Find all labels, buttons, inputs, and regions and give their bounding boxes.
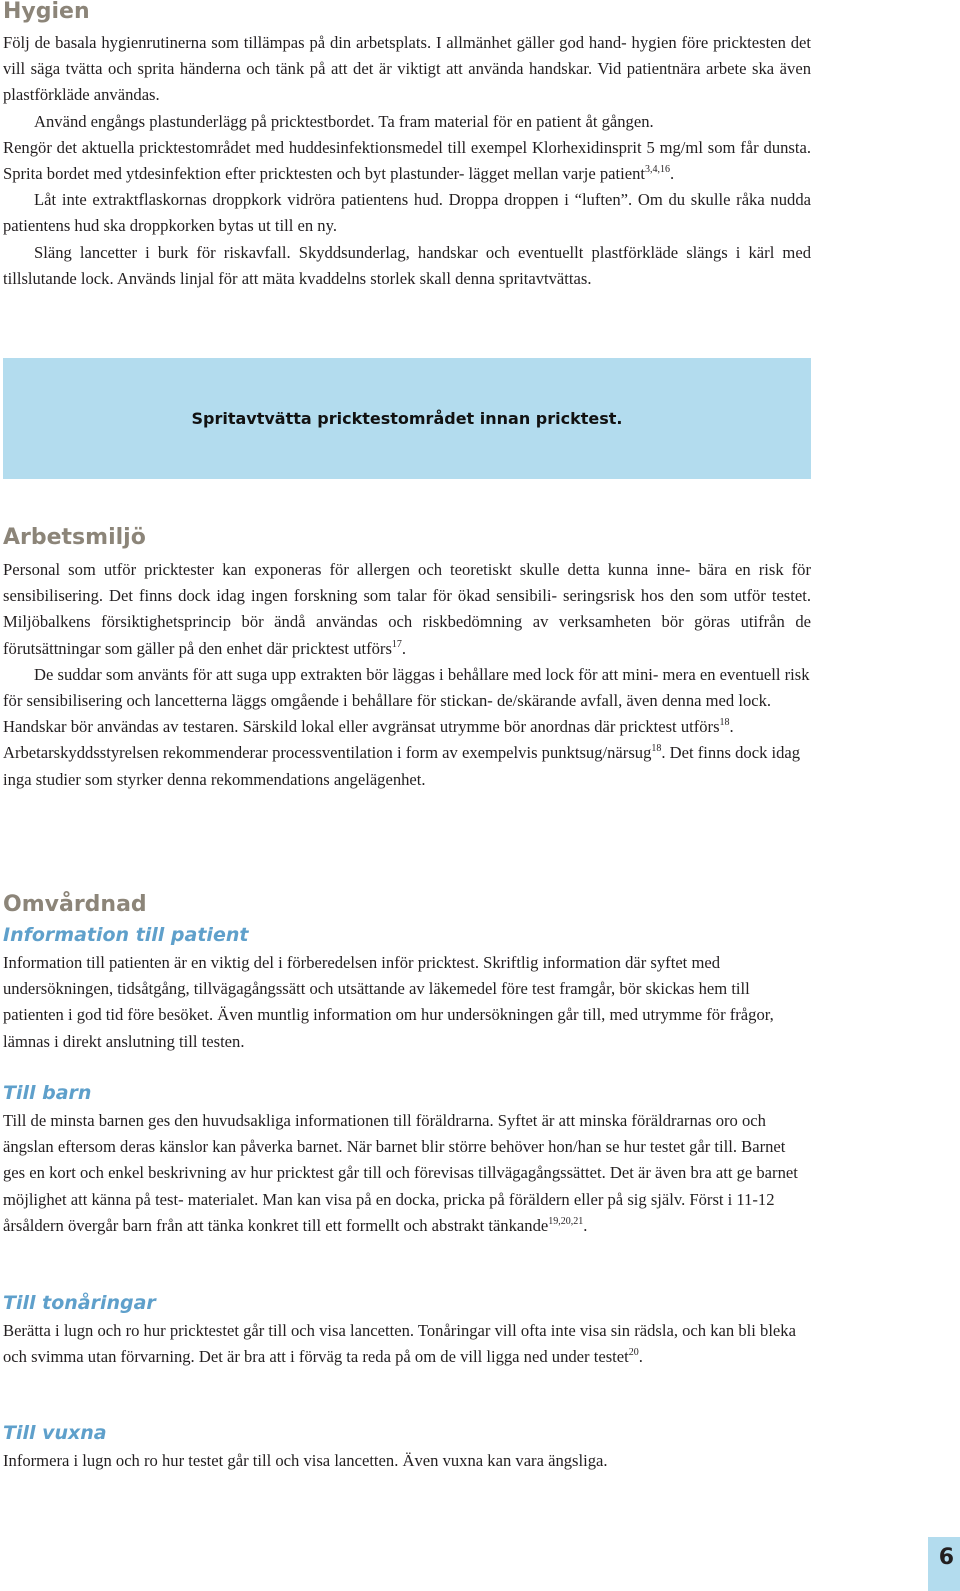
paragraph: Släng lancetter i burk för riskavfall. Skyddsunderlag, handskar och eventuellt plastförkläde slängs i kärl med tillslutande lock. Används linjal för att mäta kvaddelns storlek skall denna spritavtvättas. (3, 242, 811, 288)
paragraph: Informera i lugn och ro hur testet går till och visa lancetten. Även vuxna kan vara ängsliga. (3, 1451, 608, 1470)
footnote-ref: 17 (391, 638, 402, 650)
subsection-title-information: Information till patient (3, 924, 249, 946)
subsection-body-tonaringar (3, 1318, 811, 1370)
subsection-title-barn: Till barn (3, 1082, 92, 1104)
footnote-ref: 19,20,21 (548, 1215, 584, 1227)
section-body-hygien (3, 30, 811, 292)
callout-box (3, 358, 811, 479)
paragraph-text: Berätta i lugn och ro hur pricktestet går till och visa lancetten. Tonåringar vill ofta inte visa sin rädsla, och kan bli bleka och svimma utan förvarning. Det är bra att i förväg ta reda på om de vill ligga ned under testet (3, 1321, 796, 1367)
section-title-arbetsmiljo: Arbetsmiljö (3, 525, 146, 550)
paragraph (3, 1318, 811, 1370)
footnote-ref: 3,4,16 (645, 164, 671, 176)
paragraph-text: De suddar som använts för att suga upp extrakten bör läggas i behållare med lock för att mini- mera en eventuell risk för sensibilisering och lancetterna läggs omgående i behållare för stickan- de/skärande avfall, även denna med lock. Handskar bör användas av testaren. Särskild lokal eller avgränsat utrymme bör anordnas där pricktest utförs (3, 664, 810, 737)
paragraph: Låt inte extraktflaskornas droppkork vidröra patientens hud. Droppa droppen i “luften”. Om du skulle råka nudda patientens hud ska droppkorken bytas ut till en ny. (3, 190, 811, 236)
footnote-ref: 18 (719, 717, 730, 729)
subsection-body-information (3, 950, 811, 1055)
callout-text: Spritavtvätta pricktestområdet innan pricktest. (191, 409, 623, 428)
subsection-title-vuxna: Till vuxna (3, 1422, 107, 1444)
section-title-hygien: Hygien (3, 0, 90, 24)
section-title-omvardnad: Omvårdnad (3, 892, 147, 917)
subsection-body-barn (3, 1108, 811, 1239)
paragraph: Följ de basala hygienrutinerna som tillämpas på din arbetsplats. I allmänhet gäller god hand- hygien före pricktesten det vill säga tvätta och sprita händerna och tänk på att det är viktigt att använda handskar. Vid patientnära arbete ska även plastförkläde användas. (3, 33, 811, 105)
paragraph-text: Personal som utför pricktester kan exponeras för allergen och teoretiskt skulle detta kunna inne- bära en risk för sensibilisering. Det finns dock idag ingen forskning som talar för ökad sensibili- seringsrisk hos den som utför testet. Miljöbalkens försiktighetsprincip bör ändå användas och riskbedömning av verksamheten bör göras utifrån de förutsättningar som gäller på den enhet där pricktest utförs (3, 560, 811, 658)
footnote-ref: 18 (651, 743, 662, 755)
paragraph-text: . (583, 1215, 588, 1235)
paragraph (3, 662, 811, 793)
paragraph-text: . (401, 638, 407, 658)
subsection-title-tonaringar: Till tonåringar (3, 1292, 156, 1314)
paragraph-text: Till de minsta barnen ges den huvudsakliga informationen till föräldrarna. Syftet är att minska föräldrarnas oro och ängslan eftersom deras känslor kan påverka barnet. När barnet blir större behöver hon/han se hur testet går till. Barnet ges en kort och enkel beskrivning av hur pricktest går till och förevisas tillvägagångssättet. Det är även bra att ge barnet möjlighet att känna på test- materialet. Man kan visa på en docka, pricka på föräldern eller på sig själv. Först i 11-12 årsåldern övergår barn från att tänka konkret till ett formellt och abstrakt tänkande (3, 1111, 798, 1235)
paragraph-text: Rengör det aktuella pricktestområdet med huddesinfektionsmedel till exempel Klorhexidinsprit 5 mg/ml som får dunsta. Sprita bordet med ytdesinfektion efter pricktesten och byt plastunder- lägget mellan varje patient (3, 137, 811, 184)
paragraph-text: . Det finns dock idag inga studier som styrker denna rekommendations angelägenhet. (3, 743, 801, 789)
paragraph (3, 1108, 811, 1239)
paragraph: Information till patienten är en viktig del i förberedelsen inför pricktest. Skriftlig information där syftet med undersökningen, tidsåtgång, tillvägagångssätt och utsättande av läkemedel före test framgår, bör skickas hem till patienten i god tid före besöket. Även muntlig information om hur undersökningen går till, med utrymme för frågor, lämnas i direkt anslutning till testen. (3, 953, 774, 1051)
paragraph-text: . (670, 164, 675, 184)
subsection-body-vuxna (3, 1448, 811, 1474)
paragraph: Använd engångs plastunderlägg på pricktestbordet. Ta fram material för en patient åt gången. (34, 111, 654, 131)
page-number: 6 (928, 1537, 960, 1591)
paragraph-text: . Arbetarskyddsstyrelsen rekommenderar processventilation i form av exempelvis punktsug/närsug (3, 717, 734, 763)
footnote-ref: 20 (628, 1347, 639, 1359)
paragraph (3, 135, 811, 187)
section-body-arbetsmiljo (3, 557, 811, 793)
paragraph (3, 557, 811, 662)
paragraph-text: . (638, 1347, 643, 1367)
